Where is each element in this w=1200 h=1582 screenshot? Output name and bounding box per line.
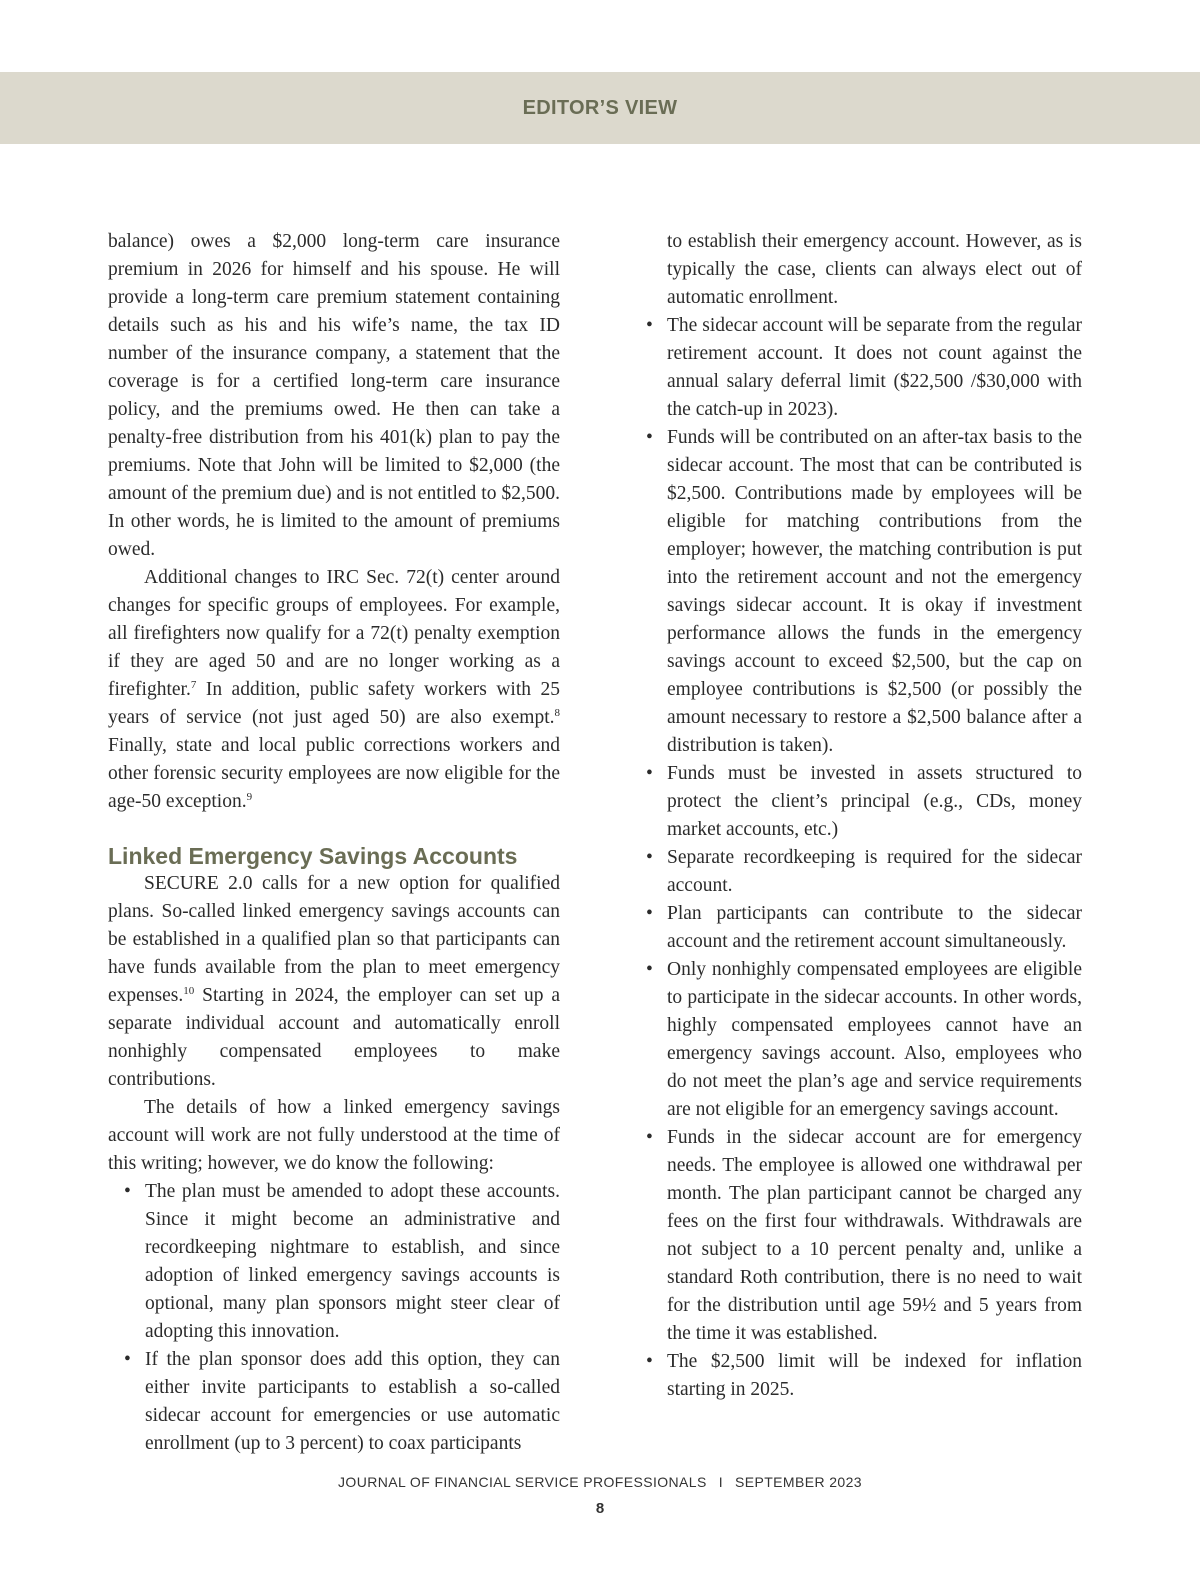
bullet-list [630, 312, 1082, 1404]
bullet-icon: • [646, 763, 653, 784]
list-item [630, 1124, 1082, 1348]
text-run: Starting in 2024, the employer can set up a separate individual account and automatically enroll nonhighly compensated employees to make contributions. [108, 985, 560, 1090]
bullet-icon: • [124, 1349, 131, 1370]
footnote-ref[interactable]: 9 [246, 791, 253, 803]
bullet-icon: • [124, 1181, 131, 1202]
page-footer [0, 1474, 1200, 1490]
page-number: 8 [595, 1500, 605, 1517]
bullet-icon: • [646, 1127, 653, 1148]
bullet-icon: • [646, 959, 653, 980]
bullet-icon: • [646, 1351, 653, 1372]
paragraph [108, 870, 560, 1094]
bullet-list [108, 1178, 560, 1458]
text-run: Additional changes to IRC Sec. 72(t) center around changes for specific groups of employees. For example, all firefighters now qualify for a 72(t) penalty exemption if they are aged 50 and are no longer working as a firefighter. [108, 567, 560, 700]
paragraph [108, 564, 560, 816]
list-item-text: The plan must be amended to adopt these accounts. Since it might become an administrative and recordkeeping nightmare to establish, and since adoption of linked emergency savings accounts is optional, many plan sponsors might steer clear of adopting this innovation. [145, 1181, 560, 1342]
bullet-icon: • [646, 315, 653, 336]
list-item [630, 900, 1082, 956]
list-item [630, 1348, 1082, 1404]
left-column [108, 228, 560, 1458]
footer-separator: I [718, 1474, 723, 1490]
list-item [108, 1178, 560, 1346]
footnote-ref[interactable]: 10 [183, 985, 195, 997]
issue-date: SEPTEMBER 2023 [735, 1474, 862, 1490]
list-item [630, 956, 1082, 1124]
list-item [630, 312, 1082, 424]
list-item-text: Funds will be contributed on an after-tax basis to the sidecar account. The most that can be contributed is $2,500. Contributions made by employees will be eligible for matching contributions from the employer; however, the matching contribution is put into the retirement account and not the emergency savings sidecar account. It is okay if investment performance allows the funds in the emergency savings account to exceed $2,500, but the cap on employee contributions is $2,500 (or possibly the amount necessary to restore a $2,500 balance after a distribution is taken). [667, 427, 1082, 756]
list-item-text: The $2,500 limit will be indexed for inflation starting in 2025. [667, 1351, 1082, 1400]
footnote-ref[interactable]: 7 [190, 679, 197, 691]
list-item [108, 1346, 560, 1458]
list-item-text: If the plan sponsor does add this option, they can either invite participants to establish a so-called sidecar account for emergencies or use automatic enrollment (up to 3 percent) to coax participants [145, 1349, 560, 1454]
list-item-text: Funds must be invested in assets structured to protect the client’s principal (e.g., CDs, money market accounts, etc.) [667, 763, 1082, 840]
journal-name: JOURNAL OF FINANCIAL SERVICE PROFESSIONALS [338, 1474, 707, 1490]
list-item-text: Plan participants can contribute to the sidecar account and the retirement account simultaneously. [667, 903, 1082, 952]
paragraph: balance) owes a $2,000 long-term care insurance premium in 2026 for himself and his spouse. He will provide a long-term care premium statement containing details such as his and his wife’s name, the tax ID number of the insurance company, a statement that the coverage is for a certified long-term care insurance policy, and the premiums owed. He then can take a penalty-free distribution from his 401(k) plan to pay the premiums. Note that John will be limited to $2,000 (the amount of the premium due) and is not entitled to $2,500. In other words, he is limited to the amount of premiums owed. [108, 231, 560, 560]
list-item-continuation: to establish their emergency account. However, as is typically the case, clients can always elect out of automatic enrollment. [667, 231, 1082, 308]
list-item-text: Only nonhighly compensated employees are eligible to participate in the sidecar accounts. In other words, highly compensated employees cannot have an emergency savings account. Also, employees who do not meet the plan’s age and service requirements are not eligible for an emergency savings account. [667, 959, 1082, 1120]
text-run: SECURE 2.0 calls for a new option for qualified plans. So-called linked emergency savings accounts can be established in a qualified plan so that participants can have funds available from the plan to meet emergency expenses. [108, 873, 560, 1006]
section-heading: Linked Emergency Savings Accounts [108, 843, 518, 869]
list-item-text: The sidecar account will be separate from the regular retirement account. It does not count against the annual salary deferral limit ($22,500 /$30,000 with the catch-up in 2023). [667, 315, 1082, 420]
list-item-text: Separate recordkeeping is required for the sidecar account. [667, 847, 1082, 896]
paragraph: The details of how a linked emergency savings account will work are not fully understood at the time of this writing; however, we do know the following: [108, 1097, 560, 1174]
bullet-icon: • [646, 847, 653, 868]
header-banner [0, 72, 1200, 144]
section-title: EDITOR’S VIEW [522, 96, 678, 119]
list-item [630, 844, 1082, 900]
text-run: In addition, public safety workers with 25 years of service (not just aged 50) are also exempt. [108, 679, 560, 728]
right-column [630, 228, 1082, 1404]
bullet-icon: • [646, 903, 653, 924]
footnote-ref[interactable]: 8 [554, 707, 560, 719]
list-item-text: Funds in the sidecar account are for emergency needs. The employee is allowed one withdrawal per month. The plan participant cannot be charged any fees on the first four withdrawals. Withdrawals are not subject to a 10 percent penalty and, unlike a standard Roth contribution, there is no need to wait for the distribution until age 59½ and 5 years from the time it was established. [667, 1127, 1082, 1344]
text-run: Finally, state and local public corrections workers and other forensic security employees are now eligible for the age-50 exception. [108, 735, 560, 812]
bullet-icon: • [646, 427, 653, 448]
list-item [630, 760, 1082, 844]
list-item [630, 424, 1082, 760]
